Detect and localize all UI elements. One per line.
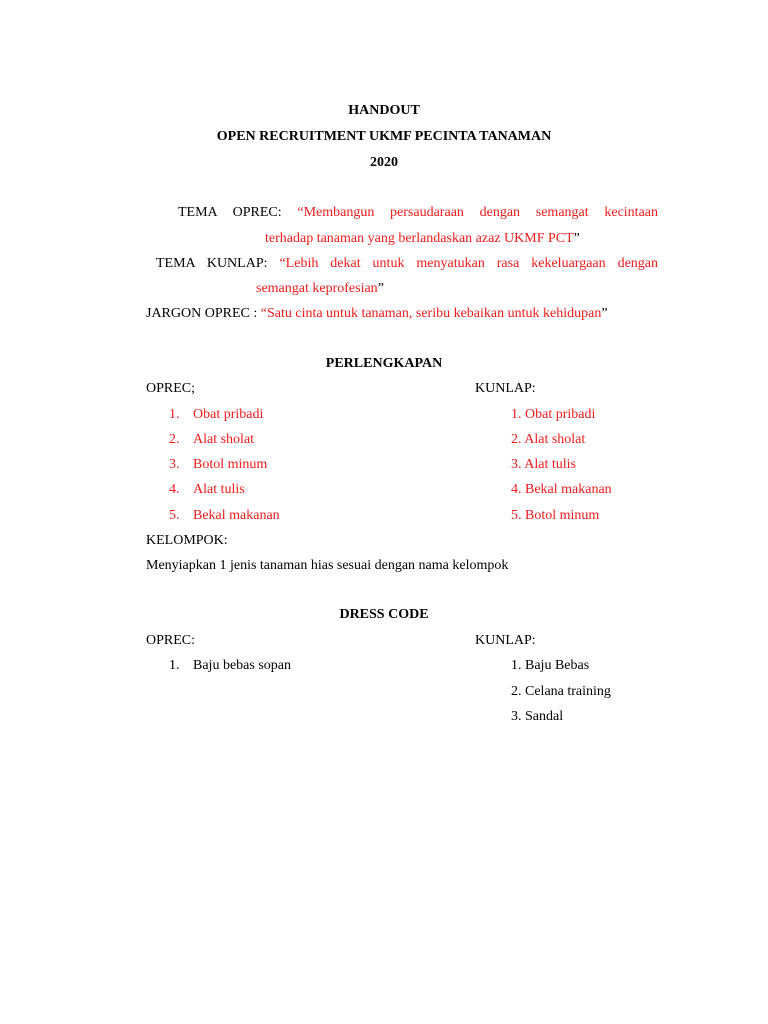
jargon-close-quote: ” bbox=[601, 306, 608, 321]
tema-oprec-label: TEMA OPREC: bbox=[178, 205, 298, 220]
tema-oprec-line2 bbox=[265, 230, 580, 248]
tema-kunlap-line2 bbox=[256, 280, 384, 298]
document-subtitle: OPEN RECRUITMENT UKMF PECINTA TANAMAN bbox=[216, 129, 552, 144]
tema-oprec-line1 bbox=[178, 204, 658, 222]
dress-code-heading: DRESS CODE bbox=[339, 607, 429, 622]
tema-kunlap-close-quote: ” bbox=[377, 281, 384, 296]
perlengkapan-heading: PERLENGKAPAN bbox=[325, 356, 443, 371]
perlengkapan-oprec-label: OPREC; bbox=[146, 381, 196, 396]
list-item: 2. Alat sholat bbox=[169, 432, 255, 447]
list-item: 3. Sandal bbox=[511, 709, 564, 724]
list-item: 5. Bekal makanan bbox=[169, 508, 280, 523]
jargon-label: JARGON OPREC : bbox=[146, 306, 261, 321]
perlengkapan-kunlap-label: KUNLAP: bbox=[475, 381, 536, 396]
tema-kunlap-text-2: semangat keprofesian bbox=[256, 281, 378, 296]
tema-oprec-text-2: terhadap tanaman yang berlandaskan azaz UKMF PCT bbox=[265, 231, 574, 246]
list-item: 4. Bekal makanan bbox=[511, 482, 612, 497]
list-item: 1. Baju bebas sopan bbox=[169, 658, 291, 673]
dress-code-oprec-label: OPREC: bbox=[146, 633, 196, 648]
list-item: 1. Obat pribadi bbox=[169, 407, 264, 422]
tema-kunlap-text-1: “Lebih dekat untuk menyatukan rasa kekeluargaan dengan bbox=[279, 256, 658, 271]
list-item: 1. Baju Bebas bbox=[511, 658, 590, 673]
tema-oprec-close-quote: ” bbox=[573, 231, 580, 246]
list-item: 5. Botol minum bbox=[511, 508, 600, 523]
list-item: 3. Botol minum bbox=[169, 457, 268, 472]
document-title: HANDOUT bbox=[348, 103, 420, 118]
document-year: 2020 bbox=[370, 155, 398, 170]
jargon-line bbox=[146, 305, 608, 323]
list-item: 3. Alat tulis bbox=[511, 457, 576, 472]
list-item: 1. Obat pribadi bbox=[511, 407, 596, 422]
kelompok-text: Menyiapkan 1 jenis tanaman hias sesuai dengan nama kelompok bbox=[146, 558, 509, 573]
tema-oprec-text-1: “Membangun persaudaraan dengan semangat kecintaan bbox=[297, 205, 658, 220]
list-item: 2. Alat sholat bbox=[511, 432, 586, 447]
tema-kunlap-label: TEMA KUNLAP: bbox=[156, 256, 280, 271]
list-item: 2. Celana training bbox=[511, 684, 611, 699]
kelompok-label: KELOMPOK: bbox=[146, 533, 228, 548]
list-item: 4. Alat tulis bbox=[169, 482, 245, 497]
jargon-text: “Satu cinta untuk tanaman, seribu kebaikan untuk kehidupan bbox=[260, 306, 602, 321]
dress-code-kunlap-label: KUNLAP: bbox=[475, 633, 536, 648]
tema-kunlap-line1 bbox=[156, 255, 658, 273]
